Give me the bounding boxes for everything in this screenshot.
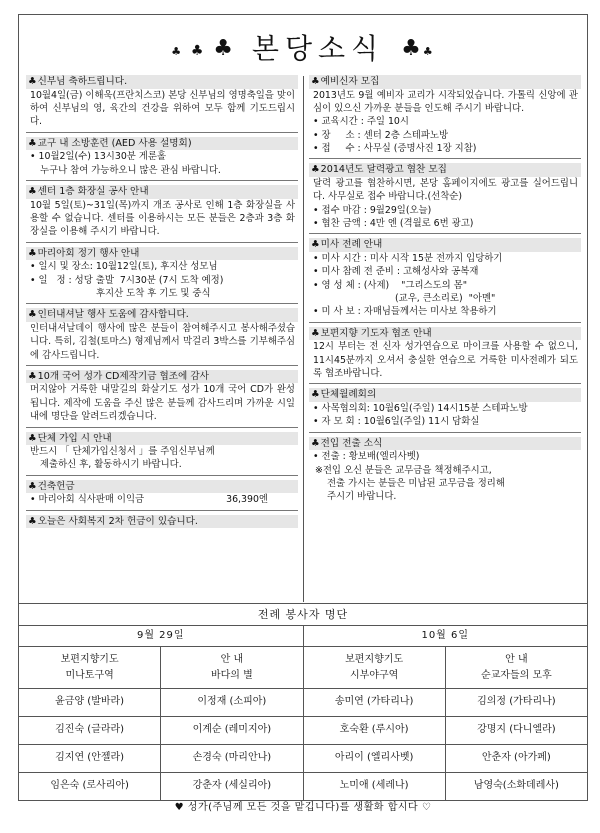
section-bullet: • 일시 및 장소: 10월12일(토), 후지산 성모님 — [26, 260, 298, 273]
club-icon: ♣ — [401, 36, 423, 62]
club-icon: ♣ — [28, 76, 37, 87]
club-icon: ♣ — [422, 45, 435, 59]
roster-header: 보편지향기도 미나토구역 — [19, 647, 161, 689]
news-section-fire-drill — [26, 136, 298, 181]
club-icon: ♣ — [28, 309, 37, 321]
roster-cell: 강춘자 (세실리아) — [161, 773, 303, 801]
section-body: (교우, 큰소리로) "아멘" — [395, 292, 496, 304]
section-body: 제출하신 후, 활동하시기 바랍니다. — [40, 459, 182, 471]
section-body: 10월4일(금) 이해욱(프란치스코) 본당 신부님의 영명축일을 맞이하여 신부님의 영, 육간의 건강을 위하여 모두 함께 기도드립시다. — [30, 89, 295, 128]
roster-cell: 손경숙 (마리안나) — [161, 745, 303, 773]
bulletin-page — [18, 14, 588, 822]
table-row — [19, 773, 588, 801]
section-bullet: • 사목협의회: 10월6일(주일) 14시15분 스테파노방 — [309, 402, 581, 415]
news-section-prayer-volunteers — [309, 326, 581, 385]
section-body: 인터내셔날데이 행사에 많은 분들이 참여해주시고 봉사해주셨습니다. 특히, 김철(토마스) 형제님께서 막걸리 3박스를 기부해주심에 감사드립니다. — [30, 322, 295, 361]
roster-cell: 김진숙 (글라라) — [19, 717, 161, 745]
roster-cell: 노미애 (세레나) — [303, 773, 445, 801]
section-title: ♣10개 국어 성가 CD제작기금 협조에 감사 — [26, 370, 298, 384]
right-column — [309, 74, 581, 510]
roster-date: 10월 6일 — [303, 626, 588, 647]
roster-header: 보편지향기도 시부야구역 — [303, 647, 445, 689]
club-icon: ♣ — [28, 137, 37, 149]
section-bullet: • 자 모 회 : 10월6일(주일) 11시 담화실 — [309, 415, 581, 428]
roster-cell: 이정재 (소피아) — [161, 689, 303, 717]
section-body: 12시 부터는 전 신자 성가연습으로 마이크를 사용할 수 없으니, 11시45분까지 오셔서 충실한 연습으로 거룩한 미사전례가 되도록 협조바랍니다. — [313, 341, 578, 379]
news-area — [18, 70, 588, 604]
news-section-pastor-feast — [26, 74, 298, 133]
club-icon: ♣ — [311, 437, 320, 449]
table-row — [19, 745, 588, 773]
roster-header: 안 내 바다의 별 — [161, 647, 303, 689]
left-column — [26, 74, 298, 534]
section-body: 주시기 바랍니다. — [327, 491, 397, 503]
section-bullet: • 미사 시간 : 미사 시작 15분 전까지 입당하기 — [309, 252, 581, 265]
roster-cell: 강명지 (다니엘라) — [445, 717, 587, 745]
roster-cell: 송미연 (가타리나) — [303, 689, 445, 717]
club-icon: ♣ — [171, 45, 184, 59]
section-body: 전출 가시는 분들은 미납된 교무금을 정리해 — [327, 477, 505, 489]
section-body: 반드시 「 단체가입신청서 」를 주임신부님께 — [30, 446, 215, 458]
section-body: 머지않아 거룩한 내말길의 화살기도 성가 10개 국어 CD가 완성됩니다. 제작에 도움을 주신 많은 분들께 감사드리며 가까운 시일 내에 명단을 알려드리겠습니다. — [30, 384, 295, 423]
news-section-maria-event — [26, 246, 298, 305]
roster-title: 전례 봉사자 명단 — [18, 604, 588, 626]
section-title: ♣센터 1층 화장실 공사 안내 — [26, 185, 298, 199]
section-title: ♣인터내셔날 행사 도움에 감사합니다. — [26, 308, 298, 322]
news-section-catechumen — [309, 74, 581, 159]
page-title: 본당소식 — [251, 32, 385, 65]
roster-cell: 임은숙 (로사리아) — [19, 773, 161, 801]
roster-cell: 아리이 (엘리사벳) — [303, 745, 445, 773]
section-bullet: • 미사 참례 전 준비 : 고해성사와 공복재 — [309, 265, 581, 278]
section-title: ♣미사 전례 안내 — [309, 238, 581, 252]
fund-item: • 마리아회 식사판매 이익금 — [26, 493, 144, 506]
club-icon: ♣ — [28, 480, 37, 492]
roster-table — [18, 625, 588, 801]
roster-header: 안 내 순교자들의 모후 — [445, 647, 587, 689]
club-icon: ♣ — [28, 432, 37, 444]
roster-cell: 윤금양 (발바라) — [19, 689, 161, 717]
section-title: ♣2014년도 달력광고 협찬 모집 — [309, 163, 581, 177]
news-section-restroom-construction — [26, 184, 298, 243]
section-title: ♣신부님 축하드립니다. — [26, 75, 298, 89]
section-bullet: • 협찬 금액 : 4만 엔 (격월로 6번 광고) — [309, 217, 581, 230]
club-icon: ♣ — [28, 370, 37, 382]
roster-date: 9월 29일 — [19, 626, 304, 647]
section-bullet: • 일 정 : 성당 출발 7시30분 (7시 도착 예정) — [26, 274, 298, 287]
fund-amount: 36,390엔 — [226, 494, 268, 506]
club-icon: ♣ — [28, 185, 37, 197]
clubs-decoration-left — [171, 36, 235, 62]
section-title: ♣예비신자 모집 — [309, 75, 581, 89]
club-icon: ♣ — [311, 76, 320, 87]
fund-line — [26, 493, 298, 506]
section-body: 누구나 참여 가능하오니 많은 관심 바랍니다. — [40, 164, 221, 176]
section-title: ♣마리아회 정기 행사 안내 — [26, 247, 298, 261]
news-section-second-collection — [26, 514, 298, 532]
section-body: 10월 5일(토)~31일(목)까지 개조 공사로 인해 1층 화장실을 사용할 수 없습니다. 센터를 이용하시는 모든 분들은 2층과 3층 화장실을 이용해 주시기 바랍니다. — [30, 199, 295, 238]
section-body: 달력 광고를 협찬하시면, 본당 홈페이지에도 광고를 실어드립니다. 사무실로 접수 바랍니다.(선착순) — [313, 177, 578, 203]
section-title: ♣전입 전출 소식 — [309, 437, 581, 451]
section-bullet: • 미 사 보 : 자매님들께서는 미사보 착용하기 — [309, 305, 581, 318]
table-row — [19, 717, 588, 745]
section-title: ♣건축헌금 — [26, 480, 298, 494]
club-icon: ♣ — [311, 164, 320, 176]
roster-header-row — [19, 647, 588, 689]
footer-motto: ♥ 성가(주님께 모든 것을 맡깁니다)를 생활화 합시다 ♡ — [174, 802, 432, 813]
table-row — [19, 689, 588, 717]
club-icon: ♣ — [28, 515, 37, 527]
news-section-monthly-meeting — [309, 387, 581, 432]
roster-cell: 안춘자 (아가페) — [445, 745, 587, 773]
news-section-calendar-ads — [309, 162, 581, 234]
roster-cell: 남영숙(소화데레사) — [445, 773, 587, 801]
news-section-group-join — [26, 431, 298, 476]
news-section-mass-guide — [309, 237, 581, 322]
section-title: ♣단체월례회의 — [309, 388, 581, 402]
section-bullet: • 교육시간 : 주일 10시 — [309, 115, 581, 128]
section-bullet: • 10월2일(수) 13시30분 게룬홀 — [26, 150, 298, 163]
roster-date-row — [19, 626, 588, 647]
club-icon: ♣ — [311, 389, 320, 401]
roster-cell: 김지연 (안젤라) — [19, 745, 161, 773]
news-section-international-thanks — [26, 307, 298, 366]
section-body: 2013년도 9월 예비자 교리가 시작되었습니다. 가톨릭 신앙에 관심이 있으신 가까운 분들을 인도해 주시기 바랍니다. — [313, 89, 578, 114]
column-divider — [303, 76, 304, 602]
clubs-decoration-right — [401, 36, 435, 62]
bulletin-header — [18, 14, 588, 70]
section-title: ♣보편지향 기도자 협조 안내 — [309, 327, 581, 341]
club-icon: ♣ — [190, 43, 206, 60]
news-section-transfer — [309, 436, 581, 507]
roster-cell: 김의정 (가타리나) — [445, 689, 587, 717]
club-icon: ♣ — [311, 327, 320, 339]
section-body: ※전입 오신 분들은 교무금을 책정해주시고, — [315, 464, 492, 476]
news-section-building-fund — [26, 479, 298, 511]
roster-cell: 이계순 (레미지아) — [161, 717, 303, 745]
section-title: ♣단체 가입 시 안내 — [26, 432, 298, 446]
club-icon: ♣ — [213, 36, 235, 62]
section-bullet: • 장 소 : 센터 2층 스테파노방 — [309, 129, 581, 142]
section-title: ♣오늘은 사회복지 2차 헌금이 있습니다. — [26, 515, 298, 529]
section-bullet: • 접 수 : 사무실 (증명사진 1장 지참) — [309, 142, 581, 155]
news-section-cd-fund — [26, 369, 298, 428]
section-bullet: • 접수 마감 : 9월29일(오늘) — [309, 204, 581, 217]
section-title: ♣교구 내 소방훈련 (AED 사용 설명회) — [26, 137, 298, 151]
section-bullet: • 전출 : 황보배(엘리사벳) — [309, 450, 581, 463]
club-icon: ♣ — [311, 239, 320, 251]
section-bullet: • 영 성 체 : (사제) "그리스도의 몸" — [309, 279, 581, 292]
roster-cell: 호숙환 (루시아) — [303, 717, 445, 745]
section-body: 후지산 도착 후 기도 및 중식 — [96, 287, 211, 299]
club-icon: ♣ — [28, 247, 37, 259]
